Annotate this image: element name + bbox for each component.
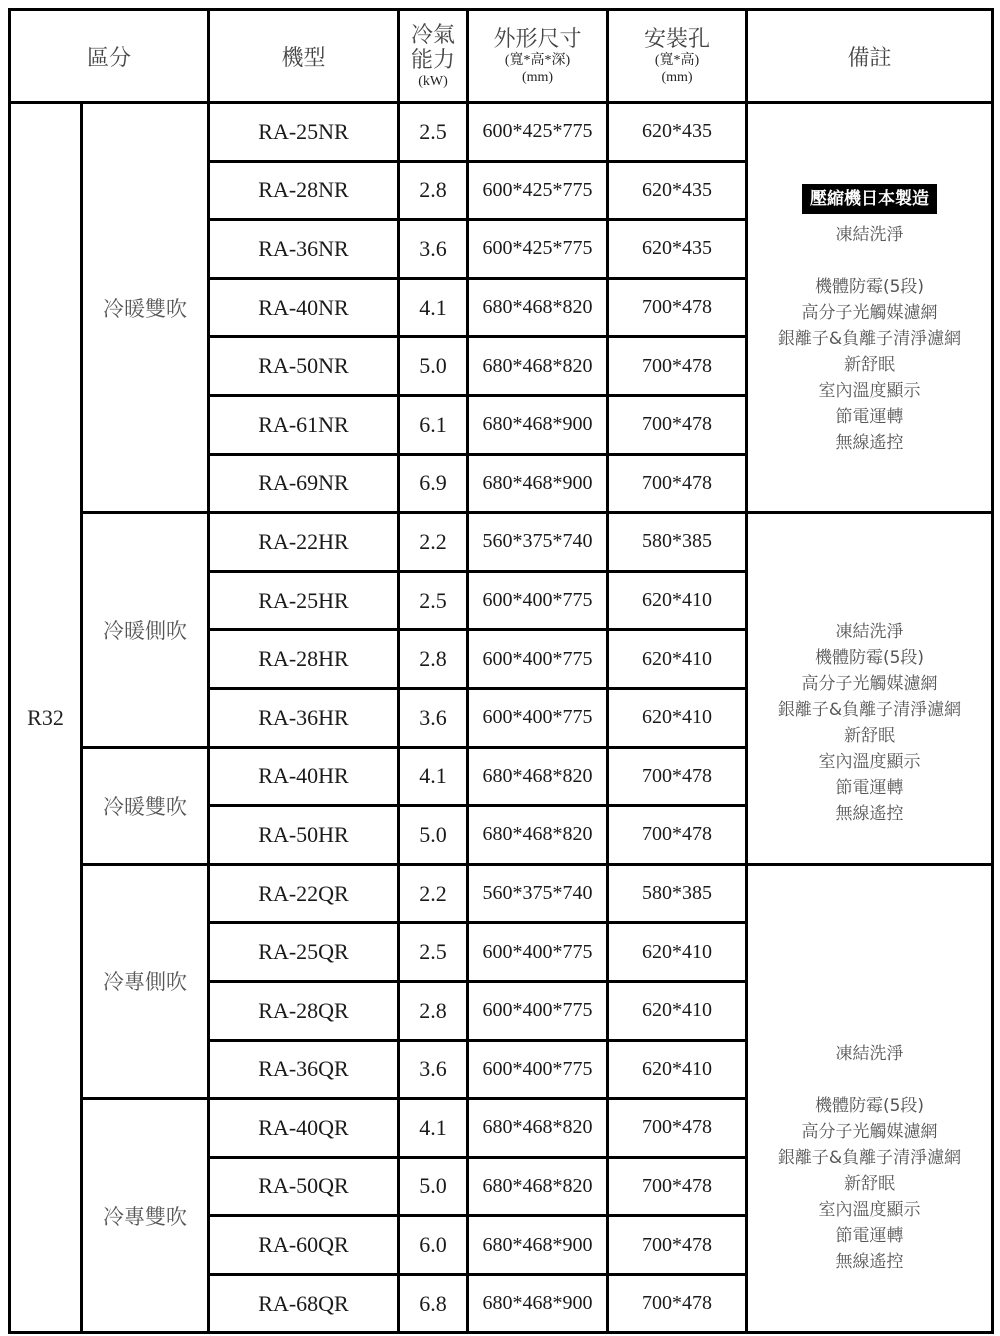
model-cell: RA-36QR xyxy=(209,1040,399,1099)
model-cell: RA-40NR xyxy=(209,278,399,337)
type-cell: 冷暖雙吹 xyxy=(82,747,209,864)
hole-cell: 700*478 xyxy=(608,1099,747,1158)
capacity-cell: 4.1 xyxy=(399,1099,468,1158)
header-hole-unit: (mm) xyxy=(661,69,693,85)
capacity-cell: 5.0 xyxy=(399,806,468,865)
hole-cell: 620*410 xyxy=(608,981,747,1040)
remark-line: 凍結洗淨 xyxy=(835,622,904,643)
header-capacity-line1: 冷氣 xyxy=(411,22,456,48)
model-cell: RA-28NR xyxy=(209,161,399,220)
hole-cell: 580*385 xyxy=(608,513,747,572)
capacity-cell: 6.8 xyxy=(399,1274,468,1333)
dimensions-cell: 600*400*775 xyxy=(468,923,608,982)
hole-cell: 620*435 xyxy=(608,161,747,220)
remark-line: 無線遙控 xyxy=(835,1251,904,1272)
type-cell: 冷暖雙吹 xyxy=(82,103,209,513)
capacity-cell: 2.8 xyxy=(399,630,468,689)
dimensions-cell: 600*400*775 xyxy=(468,981,608,1040)
dimensions-cell: 680*468*900 xyxy=(468,1216,608,1275)
model-cell: RA-68QR xyxy=(209,1274,399,1333)
hole-cell: 700*478 xyxy=(608,747,747,806)
capacity-cell: 3.6 xyxy=(399,220,468,279)
model-cell: RA-22HR xyxy=(209,513,399,572)
remark-line: 高分子光觸媒濾網 xyxy=(801,1121,938,1142)
capacity-cell: 2.2 xyxy=(399,513,468,572)
hole-cell: 700*478 xyxy=(608,278,747,337)
hole-cell: 620*435 xyxy=(608,103,747,162)
header-row xyxy=(10,10,993,103)
remark-line: 銀離子&負離子清淨濾網 xyxy=(777,1147,962,1168)
model-cell: RA-25NR xyxy=(209,103,399,162)
remarks-cell xyxy=(747,864,993,1333)
capacity-cell: 6.9 xyxy=(399,454,468,513)
dimensions-cell: 600*425*775 xyxy=(468,103,608,162)
model-cell: RA-25HR xyxy=(209,571,399,630)
header-capacity-line2: 能力 xyxy=(411,47,456,73)
remark-line: 室內溫度顯示 xyxy=(818,380,921,401)
type-cell: 冷專側吹 xyxy=(82,864,209,1098)
capacity-cell: 6.0 xyxy=(399,1216,468,1275)
hole-cell: 620*410 xyxy=(608,688,747,747)
model-cell: RA-60QR xyxy=(209,1216,399,1275)
remark-line: 凍結洗淨 xyxy=(835,224,904,245)
refrigerant-cell: R32 xyxy=(10,103,82,1333)
header-model: 機型 xyxy=(209,10,399,103)
header-hole-line2: (寬*高) xyxy=(654,52,700,68)
capacity-cell: 3.6 xyxy=(399,688,468,747)
header-dimensions xyxy=(468,10,608,103)
remark-line: 新舒眠 xyxy=(844,354,896,375)
model-cell: RA-50NR xyxy=(209,337,399,396)
dimensions-cell: 680*468*820 xyxy=(468,337,608,396)
capacity-cell: 2.2 xyxy=(399,864,468,923)
model-cell: RA-50QR xyxy=(209,1157,399,1216)
dimensions-cell: 680*468*900 xyxy=(468,1274,608,1333)
table-row xyxy=(10,103,993,162)
capacity-cell: 5.0 xyxy=(399,337,468,396)
remark-line: 機體防霉(5段) xyxy=(814,1095,925,1116)
table-row xyxy=(10,864,993,923)
remark-line: 機體防霉(5段) xyxy=(814,648,925,669)
model-cell: RA-22QR xyxy=(209,864,399,923)
hole-cell: 700*478 xyxy=(608,454,747,513)
dimensions-cell: 600*400*775 xyxy=(468,1040,608,1099)
hole-cell: 700*478 xyxy=(608,395,747,454)
made-in-japan-badge: 壓縮機日本製造 xyxy=(802,184,937,214)
hole-cell: 580*385 xyxy=(608,864,747,923)
dimensions-cell: 680*468*900 xyxy=(468,395,608,454)
hole-cell: 700*478 xyxy=(608,337,747,396)
model-cell: RA-61NR xyxy=(209,395,399,454)
dimensions-cell: 680*468*820 xyxy=(468,806,608,865)
model-cell: RA-40HR xyxy=(209,747,399,806)
dimensions-cell: 680*468*820 xyxy=(468,747,608,806)
remarks-cell xyxy=(747,103,993,513)
dimensions-cell: 680*468*900 xyxy=(468,454,608,513)
header-hole-line1: 安裝孔 xyxy=(644,26,711,52)
header-category: 區分 xyxy=(10,10,209,103)
remark-line: 無線遙控 xyxy=(835,804,904,825)
header-dimensions-line2: (寬*高*深) xyxy=(504,52,571,68)
spec-table xyxy=(8,8,994,1334)
hole-cell: 620*410 xyxy=(608,630,747,689)
capacity-cell: 3.6 xyxy=(399,1040,468,1099)
dimensions-cell: 600*400*775 xyxy=(468,630,608,689)
type-cell: 冷暖側吹 xyxy=(82,513,209,747)
capacity-cell: 2.5 xyxy=(399,923,468,982)
hole-cell: 700*478 xyxy=(608,1274,747,1333)
hole-cell: 700*478 xyxy=(608,1157,747,1216)
header-dimensions-line1: 外形尺寸 xyxy=(493,26,582,52)
remark-line: 高分子光觸媒濾網 xyxy=(801,674,938,695)
header-capacity-unit: (kW) xyxy=(418,73,448,89)
hole-cell: 620*410 xyxy=(608,923,747,982)
model-cell: RA-50HR xyxy=(209,806,399,865)
hole-cell: 700*478 xyxy=(608,806,747,865)
remark-line: 室內溫度顯示 xyxy=(818,752,921,773)
type-cell: 冷專雙吹 xyxy=(82,1099,209,1333)
model-cell: RA-69NR xyxy=(209,454,399,513)
remark-line: 無線遙控 xyxy=(835,432,904,453)
dimensions-cell: 680*468*820 xyxy=(468,278,608,337)
capacity-cell: 2.8 xyxy=(399,981,468,1040)
capacity-cell: 4.1 xyxy=(399,747,468,806)
capacity-cell: 2.5 xyxy=(399,103,468,162)
capacity-cell: 5.0 xyxy=(399,1157,468,1216)
hole-cell: 620*435 xyxy=(608,220,747,279)
remark-line: 新舒眠 xyxy=(844,1173,896,1194)
remark-line: 高分子光觸媒濾網 xyxy=(801,302,938,323)
hole-cell: 620*410 xyxy=(608,1040,747,1099)
remark-line: 銀離子&負離子清淨濾網 xyxy=(777,328,962,349)
table-row xyxy=(10,513,993,572)
model-cell: RA-28HR xyxy=(209,630,399,689)
dimensions-cell: 600*425*775 xyxy=(468,161,608,220)
remark-line: 室內溫度顯示 xyxy=(818,1199,921,1220)
model-cell: RA-28QR xyxy=(209,981,399,1040)
dimensions-cell: 560*375*740 xyxy=(468,513,608,572)
remark-line: 節電運轉 xyxy=(835,1225,904,1246)
model-cell: RA-40QR xyxy=(209,1099,399,1158)
model-cell: RA-25QR xyxy=(209,923,399,982)
remark-line: 節電運轉 xyxy=(835,406,904,427)
header-dimensions-unit: (mm) xyxy=(521,69,554,85)
model-cell: RA-36NR xyxy=(209,220,399,279)
remarks-cell xyxy=(747,513,993,865)
capacity-cell: 6.1 xyxy=(399,395,468,454)
remark-line: 節電運轉 xyxy=(835,778,904,799)
model-cell: RA-36HR xyxy=(209,688,399,747)
header-install-hole xyxy=(608,10,747,103)
dimensions-cell: 560*375*740 xyxy=(468,864,608,923)
hole-cell: 700*478 xyxy=(608,1216,747,1275)
capacity-cell: 4.1 xyxy=(399,278,468,337)
remark-line: 新舒眠 xyxy=(844,726,896,747)
hole-cell: 620*410 xyxy=(608,571,747,630)
header-remarks: 備註 xyxy=(747,10,993,103)
dimensions-cell: 680*468*820 xyxy=(468,1157,608,1216)
capacity-cell: 2.5 xyxy=(399,571,468,630)
remark-line: 銀離子&負離子清淨濾網 xyxy=(777,700,962,721)
dimensions-cell: 600*400*775 xyxy=(468,688,608,747)
remark-line: 凍結洗淨 xyxy=(835,1043,904,1064)
capacity-cell: 2.8 xyxy=(399,161,468,220)
dimensions-cell: 600*400*775 xyxy=(468,571,608,630)
dimensions-cell: 600*425*775 xyxy=(468,220,608,279)
remark-line: 機體防霉(5段) xyxy=(814,276,925,297)
header-capacity xyxy=(399,10,468,103)
dimensions-cell: 680*468*820 xyxy=(468,1099,608,1158)
